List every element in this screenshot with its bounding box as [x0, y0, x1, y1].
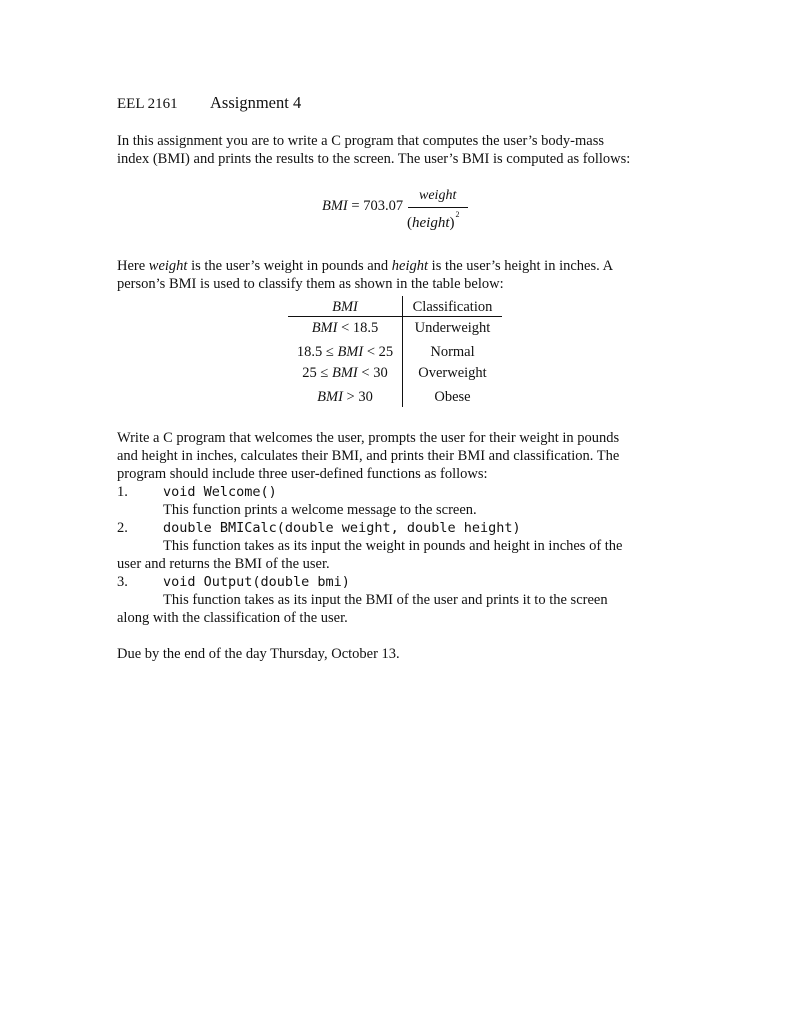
- function-description: This function prints a welcome message to the screen.: [163, 502, 477, 518]
- formula-lhs: BMI = 703.07: [322, 198, 404, 214]
- assignment-title: Assignment 4: [210, 93, 302, 112]
- formula-denominator: (height)$^2$: [407, 210, 460, 231]
- function-signature-output: void Output(double bmi): [163, 574, 350, 590]
- function-number: 1.: [117, 484, 128, 500]
- course-code: EEL 2161: [117, 96, 178, 112]
- function-description: This function takes as its input the weight in pounds and height in inches of the: [163, 538, 623, 554]
- bmi-formula: [320, 186, 480, 236]
- table-row-class: Overweight: [418, 365, 487, 381]
- function-number: 2.: [117, 520, 128, 536]
- function-number: 3.: [117, 574, 128, 590]
- function-description: This function takes as its input the BMI of the user and prints it to the screen: [163, 592, 608, 608]
- bmi-classification-table: [288, 296, 502, 408]
- task-line-2: and height in inches, calculates their BMI, and prints their BMI and classification. The: [117, 448, 620, 464]
- table-row-class: Normal: [430, 344, 475, 360]
- explain-line-2: person’s BMI is used to classify them as shown in the table below:: [117, 276, 504, 292]
- due-date: Due by the end of the day Thursday, October 13.: [117, 646, 400, 662]
- table-row-bmi: 25 ≤ BMI < 30: [302, 365, 388, 381]
- explain-line-1: Here weight is the user’s weight in pounds and height is the user’s height in inches. A: [117, 258, 614, 274]
- intro-line-2: index (BMI) and prints the results to the screen. The user’s BMI is computed as follows:: [117, 151, 631, 167]
- intro-line-1: In this assignment you are to write a C program that computes the user’s body-mass: [117, 133, 604, 149]
- table-row-class: Obese: [434, 389, 471, 405]
- table-header-classification: Classification: [412, 299, 493, 315]
- task-line-3: program should include three user-defined functions as follows:: [117, 466, 488, 482]
- table-header-rule: [288, 316, 502, 317]
- task-line-1: Write a C program that welcomes the user, prompts the user for their weight in pounds: [117, 430, 620, 446]
- formula-numerator: weight: [419, 188, 457, 203]
- table-row-bmi: BMI > 30: [317, 389, 373, 405]
- function-description-cont: user and returns the BMI of the user.: [117, 556, 330, 572]
- table-row-bmi: BMI < 18.5: [311, 320, 379, 336]
- function-signature-welcome: void Welcome(): [163, 484, 277, 500]
- table-header-bmi: BMI: [332, 299, 358, 315]
- fraction-bar: [408, 207, 468, 208]
- function-description-cont: along with the classification of the user.: [117, 610, 348, 626]
- function-signature-bmicalc: double BMICalc(double weight, double height): [163, 520, 521, 536]
- table-row-bmi: 18.5 ≤ BMI < 25: [296, 344, 394, 360]
- table-row-class: Underweight: [414, 320, 491, 336]
